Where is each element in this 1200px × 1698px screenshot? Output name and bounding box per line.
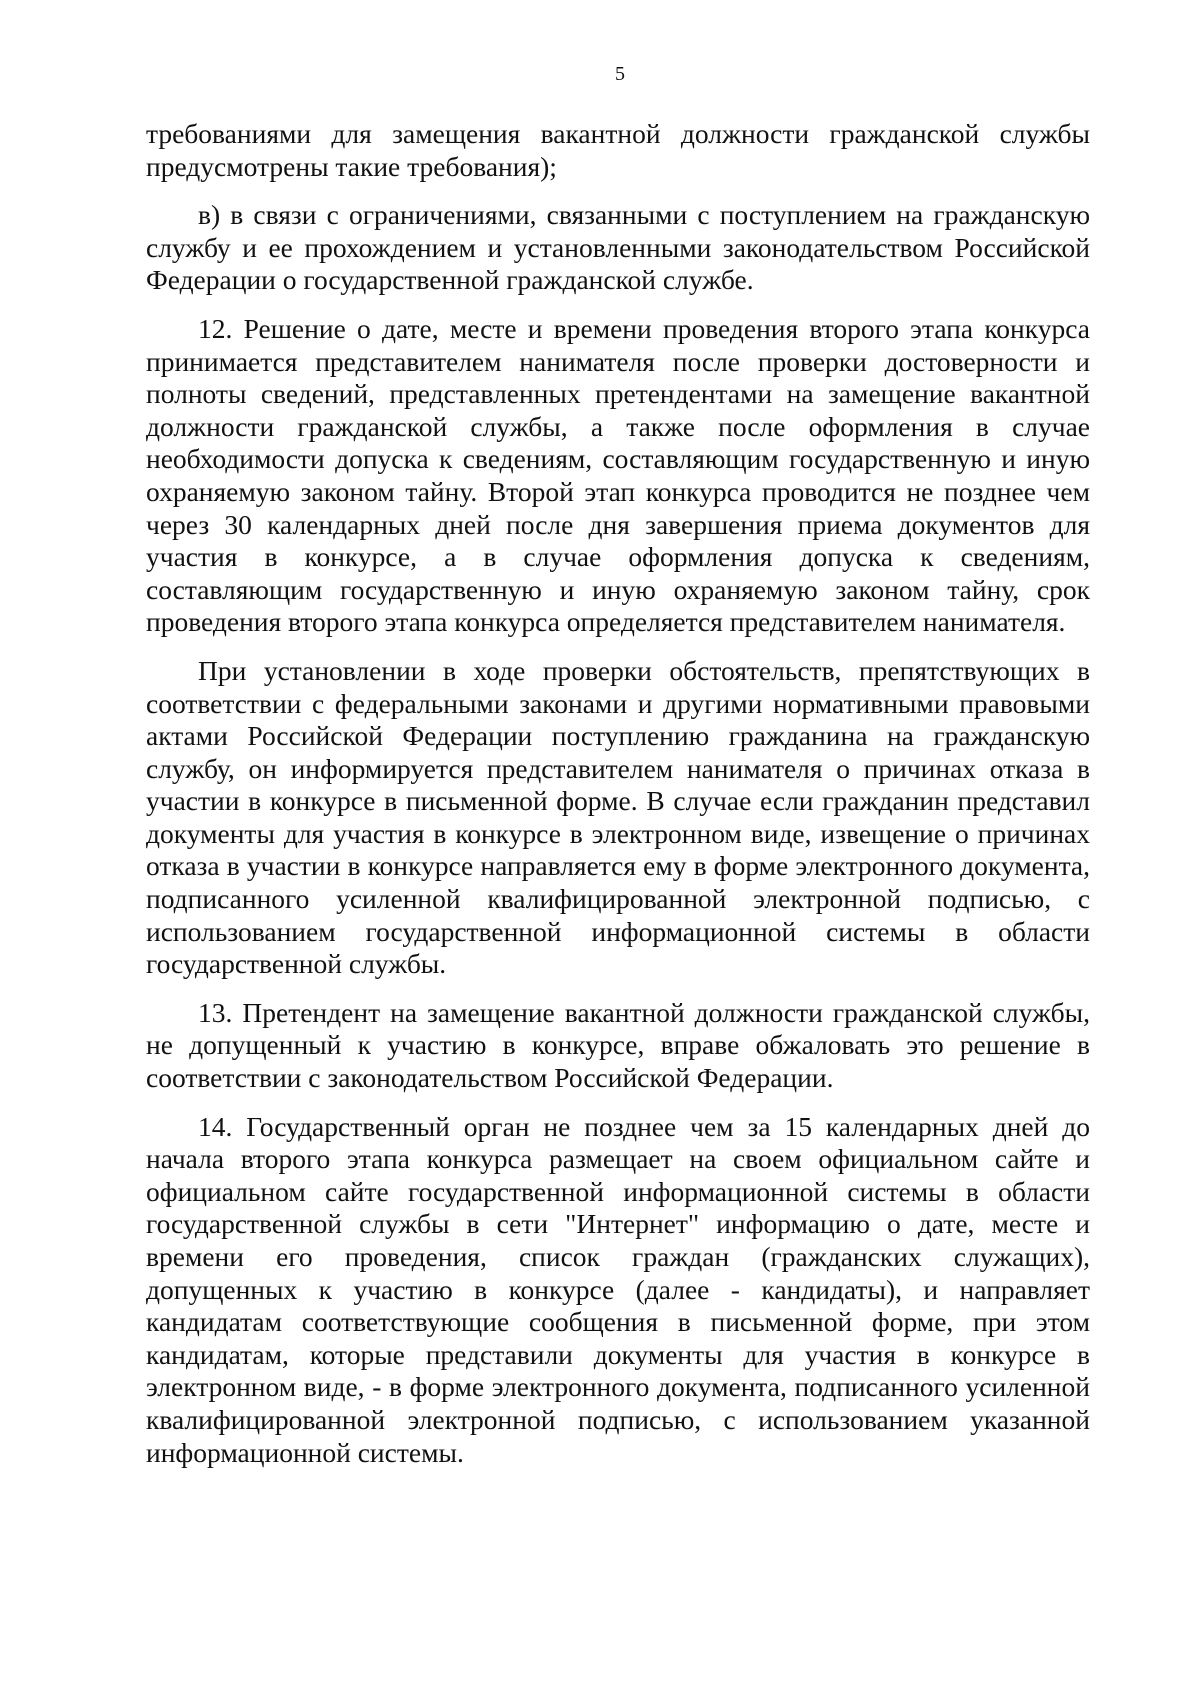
paragraph-13: 13. Претендент на замещение вакантной должности гражданской службы, не допущенный к участию в конкурсе, вправе обжаловать это решение в соответствии с законодательством Российской Федерации. — [146, 996, 1090, 1094]
paragraph-14: 14. Государственный орган не позднее чем за 15 календарных дней до начала второго этапа конкурса размещает на своем официальном сайте и официальном сайте государственной информационной системы в области государственной службы в сети "Интернет" информацию о дате, месте и времени его проведения, список граждан (гражданских служащих), допущенных к участию в конкурсе (далее - кандидаты), и направляет кандидатам соответствующие сообщения в письменной форме, при этом кандидатам, которые представили документы для участия в конкурсе в электронном виде, - в форме электронного документа, подписанного усиленной квалифицированной электронной подписью, с использованием указанной информационной системы. — [146, 1110, 1090, 1468]
paragraph-item-v: в) в связи с ограничениями, связанными с поступлением на гражданскую службу и ее прохождением и установленными законодательством Российской Федерации о государственной гражданской службе. — [146, 199, 1090, 296]
page-number: 5 — [615, 63, 625, 85]
paragraph-continuation: требованиями для замещения вакантной должности гражданской службы предусмотрены такие требования); — [146, 118, 1090, 182]
paragraph-12: 12. Решение о дате, месте и времени проведения второго этапа конкурса принимается представителем нанимателя после проверки достоверности и полноты сведений, представленных претендентами на замещение вакантной должности гражданской службы, а также после оформления в случае необходимости допуска к сведениям, составляющим государственную и иную охраняемую законом тайну. Второй этап конкурса проводится не позднее чем через 30 календарных дней после дня завершения приема документов для участия в конкурсе, а в случае оформления допуска к сведениям, составляющим государственную и иную охраняемую законом тайну, срок проведения второго этапа конкурса определяется представителем нанимателя. — [146, 312, 1090, 638]
paragraph-12-refusal: При установлении в ходе проверки обстоятельств, препятствующих в соответствии с федеральными законами и другими нормативными правовыми актами Российской Федерации поступлению гражданина на гражданскую службу, он информируется представителем нанимателя о причинах отказа в участии в конкурсе в письменной форме. В случае если гражданин представил документы для участия в конкурсе в электронном виде, извещение о причинах отказа в участии в конкурсе направляется ему в форме электронного документа, подписанного усиленной квалифицированной электронной подписью, с использованием государственной информационной системы в области государственной службы. — [146, 654, 1090, 980]
document-body — [146, 118, 1090, 1485]
